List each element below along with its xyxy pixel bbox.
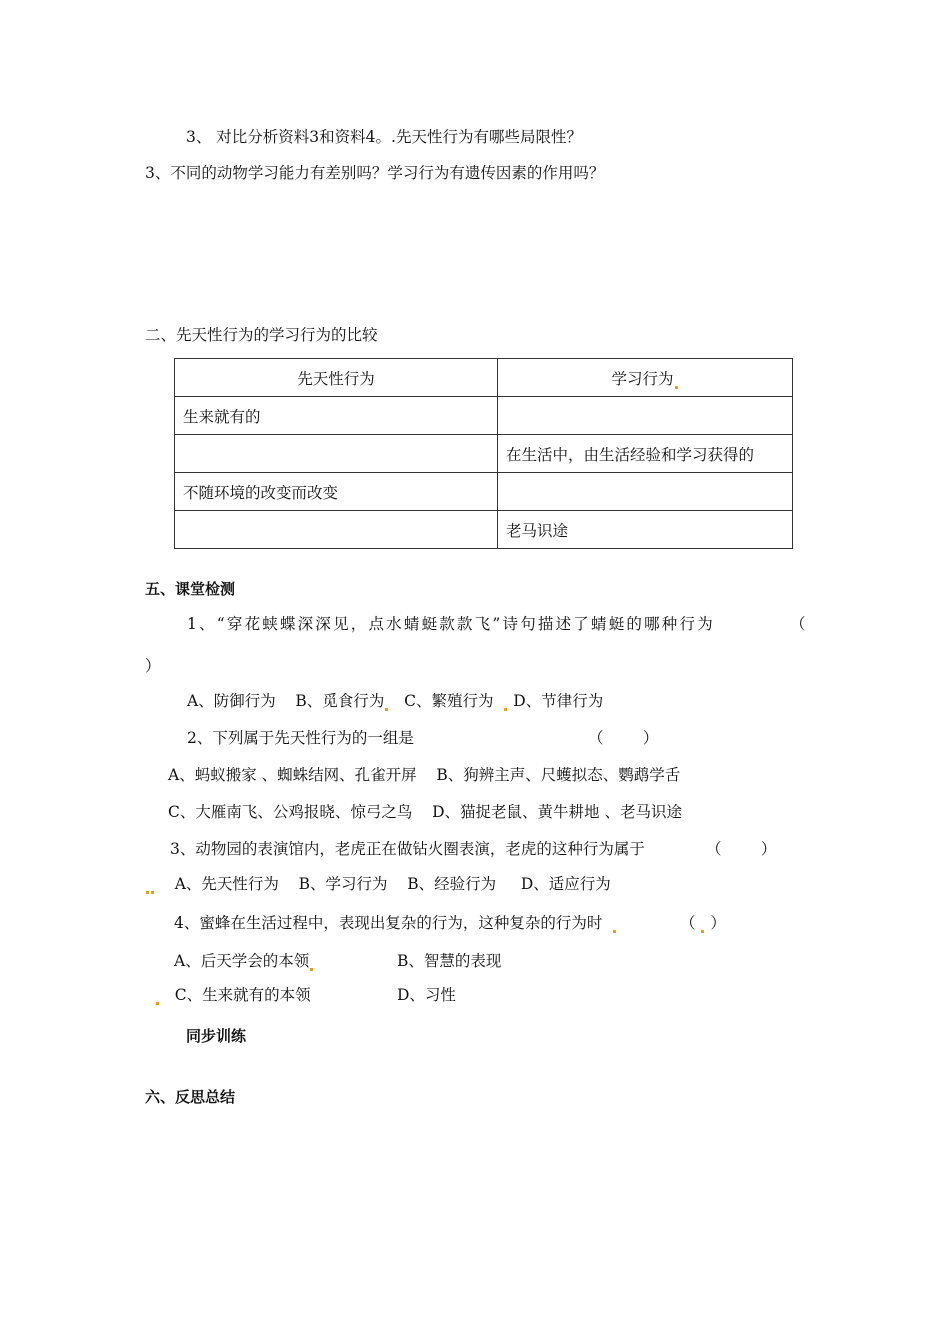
marker-dot: [385, 708, 388, 711]
option-b: B、学习行为: [298, 875, 388, 893]
table-cell: [498, 473, 793, 511]
test-q2: 2、下列属于先天性行为的一组是: [187, 729, 414, 747]
table-cell: [498, 397, 793, 435]
test-q4-d: D、习性: [397, 986, 456, 1004]
option-b: B、狗辨主声、尺蠖拟态、鹦鹉学舌: [436, 766, 681, 784]
comparison-heading: 二、先天性行为的学习行为的比较: [145, 326, 378, 344]
test-q3-options: [145, 874, 611, 894]
option-d: D、适应行为: [520, 875, 611, 893]
test-q4-ab: [174, 951, 314, 971]
test-q4: 4、蜜蜂在生活过程中，表现出复杂的行为，这种复杂的行为时: [174, 913, 617, 933]
marker-dot: [151, 891, 154, 894]
marker-dot: [675, 386, 678, 389]
table-row: [175, 397, 793, 435]
test-q2-cd: [168, 802, 682, 822]
marker-dot: [156, 1002, 159, 1005]
test-q1-paren-close: ）: [145, 657, 161, 675]
table-row: [175, 511, 793, 549]
option-a: A、防御行为: [187, 692, 276, 710]
marker-dot: [310, 968, 313, 971]
option-a: A、蚂蚁搬家 、蜘蛛结网、孔雀开屏: [168, 766, 417, 784]
header-innate: 先天性行为: [175, 359, 498, 397]
test-q4-paren: （ ）: [680, 914, 726, 932]
test-heading: 五、课堂检测: [145, 580, 236, 598]
option-a: A、先天性行为: [174, 875, 279, 893]
table-row: [175, 473, 793, 511]
sync-training-heading: 同步训练: [186, 1027, 247, 1045]
test-q4-cd: [155, 985, 311, 1005]
option-c: C、繁殖行为: [404, 692, 494, 710]
table-cell: 在生活中，由生活经验和学习获得的: [498, 435, 793, 473]
header-learned: 学习行为: [498, 359, 793, 397]
option-d: D、猫捉老鼠、黄牛耕地 、老马识途: [432, 803, 682, 821]
option-d: D、节律行为: [513, 692, 604, 710]
table-cell: 老马识途: [498, 511, 793, 549]
table-header-row: [175, 359, 793, 397]
test-q2-ab: [168, 765, 680, 785]
option-c: C、生来就有的本领: [174, 986, 311, 1004]
table-cell: [175, 511, 498, 549]
question-3b: 3、不同的动物学习能力有差别吗？学习行为有遗传因素的作用吗？: [145, 164, 605, 182]
table-cell: 生来就有的: [175, 397, 498, 435]
option-a: A、后天学会的本领: [174, 952, 310, 970]
table-cell: 不随环境的改变而改变: [175, 473, 498, 511]
test-q1: 1、“穿花蛱蝶深深见，点水蜻蜓款款飞”诗句描述了蜻蜓的哪种行为: [187, 615, 715, 633]
option-c: B、经验行为: [407, 875, 497, 893]
test-q1-paren-open: （: [790, 615, 806, 633]
marker-dot: [504, 708, 507, 711]
test-q3: 3、动物园的表演馆内，老虎正在做钻火圈表演，老虎的这种行为属于: [170, 840, 645, 858]
marker-dot: [613, 930, 616, 933]
table-cell: [175, 435, 498, 473]
test-q2-paren: （ ）: [588, 729, 659, 747]
comparison-table: [174, 358, 793, 549]
reflection-heading: 六、反思总结: [145, 1088, 236, 1106]
marker-dot: [146, 891, 149, 894]
option-b: B、觅食行为: [295, 692, 385, 710]
question-3a: 3、 对比分析资料3和资料4。.先天性行为有哪些局限性？: [186, 128, 582, 146]
table-row: [175, 435, 793, 473]
test-q1-options: [187, 691, 603, 711]
marker-dot: [701, 930, 704, 933]
test-q4-b: B、智慧的表现: [397, 952, 502, 970]
test-q3-paren: （ ）: [706, 840, 777, 858]
option-c: C、大雁南飞、公鸡报晓、惊弓之鸟: [168, 803, 413, 821]
